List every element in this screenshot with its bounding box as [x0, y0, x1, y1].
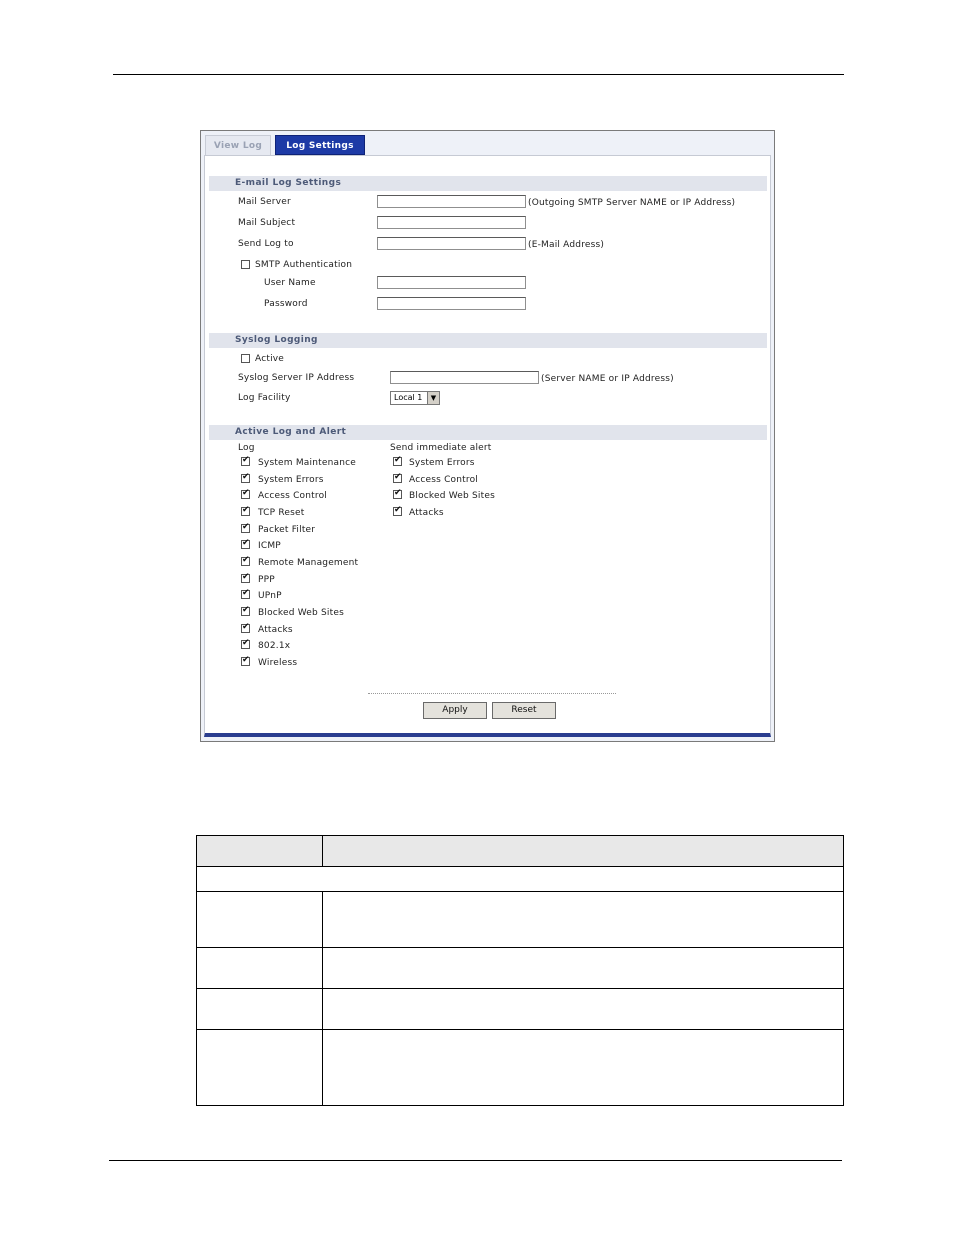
settings-panel: [204, 155, 771, 737]
table-header-cell: [197, 836, 323, 867]
tab-view-log[interactable]: View Log: [205, 135, 271, 155]
table-row: [197, 948, 844, 989]
log-checkbox-access-control[interactable]: [241, 490, 250, 499]
mail-server-label: Mail Server: [238, 197, 291, 207]
log-checkbox-remote-management[interactable]: [241, 557, 250, 566]
log-item-label: TCP Reset: [258, 508, 305, 518]
log-item-label: Packet Filter: [258, 525, 316, 535]
header-rule: [113, 74, 844, 75]
log-checkbox-upnp[interactable]: [241, 590, 250, 599]
syslog-server-hint: (Server NAME or IP Address): [541, 374, 674, 384]
log-item-label: ICMP: [258, 541, 281, 551]
alert-checkbox-system-errors[interactable]: [393, 457, 402, 466]
table-cell: [323, 1030, 844, 1106]
apply-button[interactable]: Apply: [423, 702, 487, 719]
log-column-header: Log: [238, 443, 255, 453]
log-item-label: 802.1x: [258, 641, 291, 651]
smtp-auth-label: SMTP Authentication: [255, 260, 353, 270]
password-label: Password: [264, 299, 308, 309]
log-item-label: PPP: [258, 575, 275, 585]
alert-section-title: Active Log and Alert: [209, 425, 767, 440]
log-facility-label: Log Facility: [238, 393, 291, 403]
log-checkbox-attacks[interactable]: [241, 624, 250, 633]
table-cell: [323, 989, 844, 1030]
log-item-label: System Errors: [258, 475, 324, 485]
table-cell: [197, 1030, 323, 1106]
mail-server-hint: (Outgoing SMTP Server NAME or IP Address): [528, 198, 736, 208]
mail-subject-label: Mail Subject: [238, 218, 296, 228]
syslog-server-label: Syslog Server IP Address: [238, 373, 355, 383]
alert-checkbox-attacks[interactable]: [393, 507, 402, 516]
alert-item-label: Access Control: [409, 475, 479, 485]
dropdown-arrow-icon[interactable]: ▼: [427, 392, 439, 404]
log-checkbox-system-errors[interactable]: [241, 474, 250, 483]
syslog-active-checkbox[interactable]: [241, 354, 250, 363]
table-header-cell: [323, 836, 844, 867]
log-checkbox-ppp[interactable]: [241, 574, 250, 583]
log-checkbox-wireless[interactable]: [241, 657, 250, 666]
smtp-auth-checkbox[interactable]: [241, 260, 250, 269]
log-settings-screen: [200, 130, 775, 742]
log-item-label: System Maintenance: [258, 458, 356, 468]
alert-checkbox-access-control[interactable]: [393, 474, 402, 483]
syslog-server-input[interactable]: [390, 371, 539, 384]
send-log-to-input[interactable]: [377, 237, 526, 250]
log-item-label: Remote Management: [258, 558, 359, 568]
table-header-row: [197, 836, 844, 867]
log-item-label: Wireless: [258, 658, 298, 668]
log-checkbox-blocked-web-sites[interactable]: [241, 607, 250, 616]
user-name-label: User Name: [264, 278, 316, 288]
syslog-active-label: Active: [255, 354, 285, 364]
log-checkbox-system-maintenance[interactable]: [241, 457, 250, 466]
send-log-to-label: Send Log to: [238, 239, 294, 249]
email-section-title: E-mail Log Settings: [209, 176, 767, 191]
user-name-input[interactable]: [377, 276, 526, 289]
footer-rule: [109, 1160, 842, 1161]
table-cell: [323, 948, 844, 989]
table-row: [197, 1030, 844, 1106]
table-cell: [197, 867, 844, 892]
table-row: [197, 989, 844, 1030]
alert-checkbox-blocked-web-sites[interactable]: [393, 490, 402, 499]
table-row: [197, 867, 844, 892]
alert-column-header: Send immediate alert: [390, 443, 492, 453]
log-checkbox-packet-filter[interactable]: [241, 524, 250, 533]
table-cell: [197, 892, 323, 948]
send-log-to-hint: (E-Mail Address): [528, 240, 605, 250]
table-row: [197, 892, 844, 948]
log-item-label: Access Control: [258, 491, 328, 501]
syslog-section-title: Syslog Logging: [209, 333, 767, 348]
mail-subject-input[interactable]: [377, 216, 526, 229]
log-checkbox-icmp[interactable]: [241, 540, 250, 549]
reset-button[interactable]: Reset: [492, 702, 556, 719]
log-item-label: UPnP: [258, 591, 282, 601]
log-facility-select[interactable]: [390, 391, 440, 405]
alert-item-label: Blocked Web Sites: [409, 491, 495, 501]
log-checkbox-tcp-reset[interactable]: [241, 507, 250, 516]
alert-item-label: Attacks: [409, 508, 444, 518]
table-cell: [323, 892, 844, 948]
alert-item-label: System Errors: [409, 458, 475, 468]
button-divider: [368, 693, 616, 694]
log-item-label: Attacks: [258, 625, 293, 635]
log-facility-value: Local 1: [394, 393, 423, 402]
log-checkbox-802-1x[interactable]: [241, 640, 250, 649]
mail-server-input[interactable]: [377, 195, 526, 208]
log-item-label: Blocked Web Sites: [258, 608, 344, 618]
field-description-table: [196, 835, 844, 1106]
table-cell: [197, 948, 323, 989]
password-input[interactable]: [377, 297, 526, 310]
tab-log-settings[interactable]: Log Settings: [275, 135, 365, 155]
table-cell: [197, 989, 323, 1030]
